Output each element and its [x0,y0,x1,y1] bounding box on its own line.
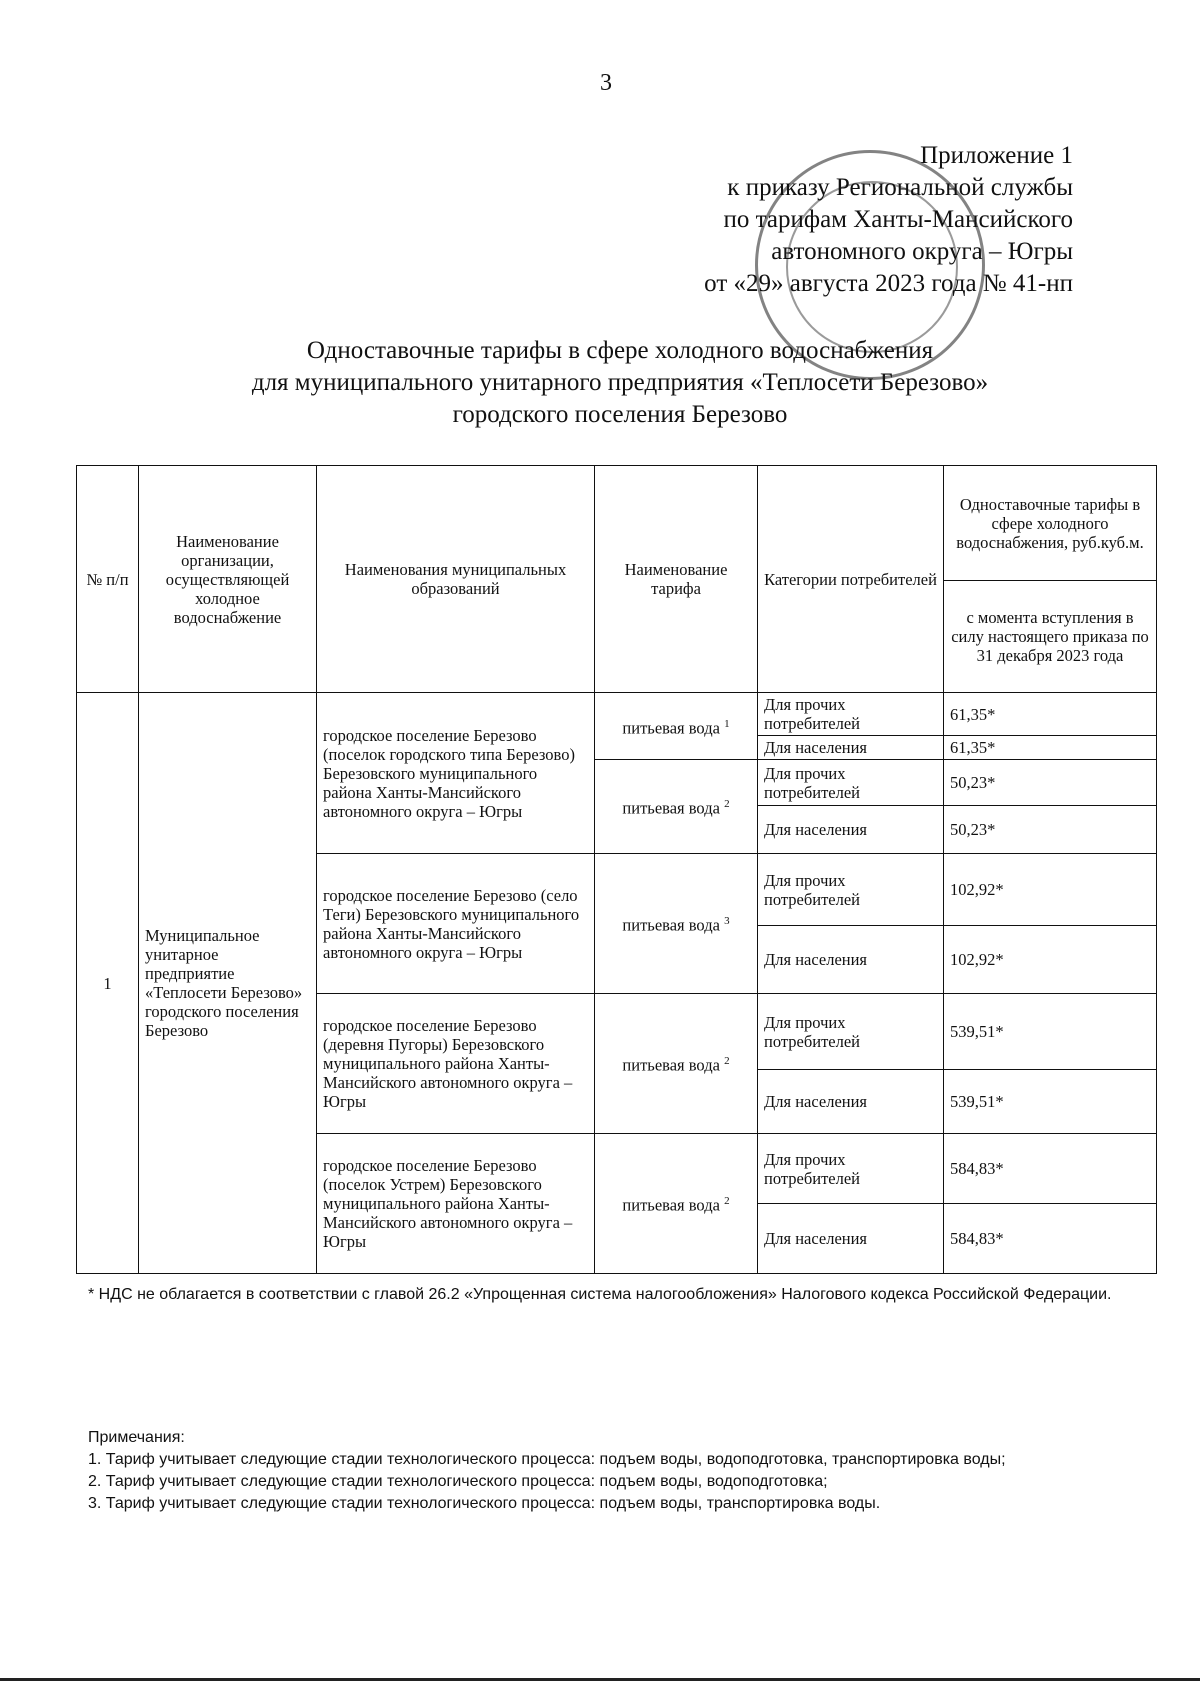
consumer-category: Для прочих потребителей [758,854,944,926]
tariff-label: питьевая вода [622,798,720,818]
tariff-value: 102,92* [944,926,1157,994]
tariff-name [595,854,758,994]
consumer-category: Для прочих потребителей [758,994,944,1070]
appendix-line: к приказу Региональной службы [727,174,1073,201]
appendix-header [553,140,1073,300]
header-number: № п/п [77,466,139,693]
tariff-note: 2 [724,798,730,811]
note-item: 3. Тариф учитывает следующие стадии технологического процесса: подъем воды, транспортировка воды. [88,1495,881,1512]
consumer-category: Для населения [758,926,944,994]
header-period: с момента вступления в силу настоящего приказа по 31 декабря 2023 года [944,581,1157,693]
tariff-label: питьевая вода [622,1055,720,1075]
tariff-value: 61,35* [944,736,1157,760]
tariff-value: 584,83* [944,1204,1157,1274]
note-item: 1. Тариф учитывает следующие стадии технологического процесса: подъем воды, водоподготовка, транспортировка воды; [88,1451,1006,1468]
appendix-line: автономного округа – Югры [771,238,1073,265]
title-line: Одноставочные тарифы в сфере холодного водоснабжения [306,337,934,364]
consumer-category: Для населения [758,806,944,854]
row-number: 1 [77,693,139,1274]
notes-section [88,1427,1133,1515]
tariff-name [595,994,758,1134]
municipality-name: городское поселение Березово (поселок городского типа Березово) Березовского муниципального района Ханты-Мансийского автономного округа – Югры [317,693,595,854]
consumer-category: Для прочих потребителей [758,693,944,736]
notes-heading: Примечания: [88,1429,185,1446]
tariff-label: питьевая вода [622,1195,720,1215]
tariff-value: 50,23* [944,806,1157,854]
municipality-name: городское поселение Березово (поселок Устрем) Березовского муниципального района Ханты-Мансийского автономного округа – Югры [317,1134,595,1274]
consumer-category: Для прочих потребителей [758,1134,944,1204]
tariff-label: питьевая вода [622,718,720,738]
tariff-table [76,465,1157,1274]
tariff-note: 2 [724,1055,730,1068]
appendix-line: от «29» августа 2023 года № 41-нп [704,270,1073,297]
document-title [80,335,1160,431]
municipality-name: городское поселение Березово (деревня Пугоры) Березовского муниципального района Ханты-Мансийского автономного округа – Югры [317,994,595,1134]
note-item: 2. Тариф учитывает следующие стадии технологического процесса: подъем воды, водоподготовка; [88,1473,828,1490]
consumer-category: Для населения [758,736,944,760]
tariff-note: 1 [724,717,730,730]
municipality-name: городское поселение Березово (село Теги) Березовского муниципального района Ханты-Мансийского автономного округа – Югры [317,854,595,994]
tariff-value: 102,92* [944,854,1157,926]
appendix-line: Приложение 1 [920,142,1073,169]
tariff-value: 539,51* [944,994,1157,1070]
header-consumer-category: Категории потребителей [758,466,944,693]
consumer-category: Для прочих потребителей [758,760,944,806]
appendix-line: по тарифам Ханты-Мансийского [723,206,1073,233]
header-tariff-group: Одноставочные тарифы в сфере холодного водоснабжения, руб.куб.м. [944,466,1157,581]
tariff-value: 61,35* [944,693,1157,736]
tariff-name [595,1134,758,1274]
scan-bottom-edge [0,1678,1200,1681]
tariff-value: 539,51* [944,1070,1157,1134]
header-tariff-name: Наименование тарифа [595,466,758,693]
tariff-value: 50,23* [944,760,1157,806]
header-municipalities: Наименования муниципальных образований [317,466,595,693]
organization-name: Муниципальное унитарное предприятие «Теплосети Березово» городского поселения Березово [139,693,317,1274]
vat-footnote: * НДС не облагается в соответствии с главой 26.2 «Упрощенная система налогообложения» Налогового кодекса Российской Федерации. [88,1286,1112,1303]
tariff-note: 2 [724,1195,730,1208]
header-organization: Наименование организации, осуществляющей холодное водоснабжение [139,466,317,693]
tariff-name [595,760,758,854]
tariff-label: питьевая вода [622,915,720,935]
tariff-note: 3 [724,915,730,928]
title-line: для муниципального унитарного предприятия «Теплосети Березово» [251,369,989,396]
page-number: 3 [600,70,612,96]
consumer-category: Для населения [758,1204,944,1274]
tariff-value: 584,83* [944,1134,1157,1204]
consumer-category: Для населения [758,1070,944,1134]
title-line: городского поселения Березово [452,401,788,428]
tariff-name [595,693,758,760]
